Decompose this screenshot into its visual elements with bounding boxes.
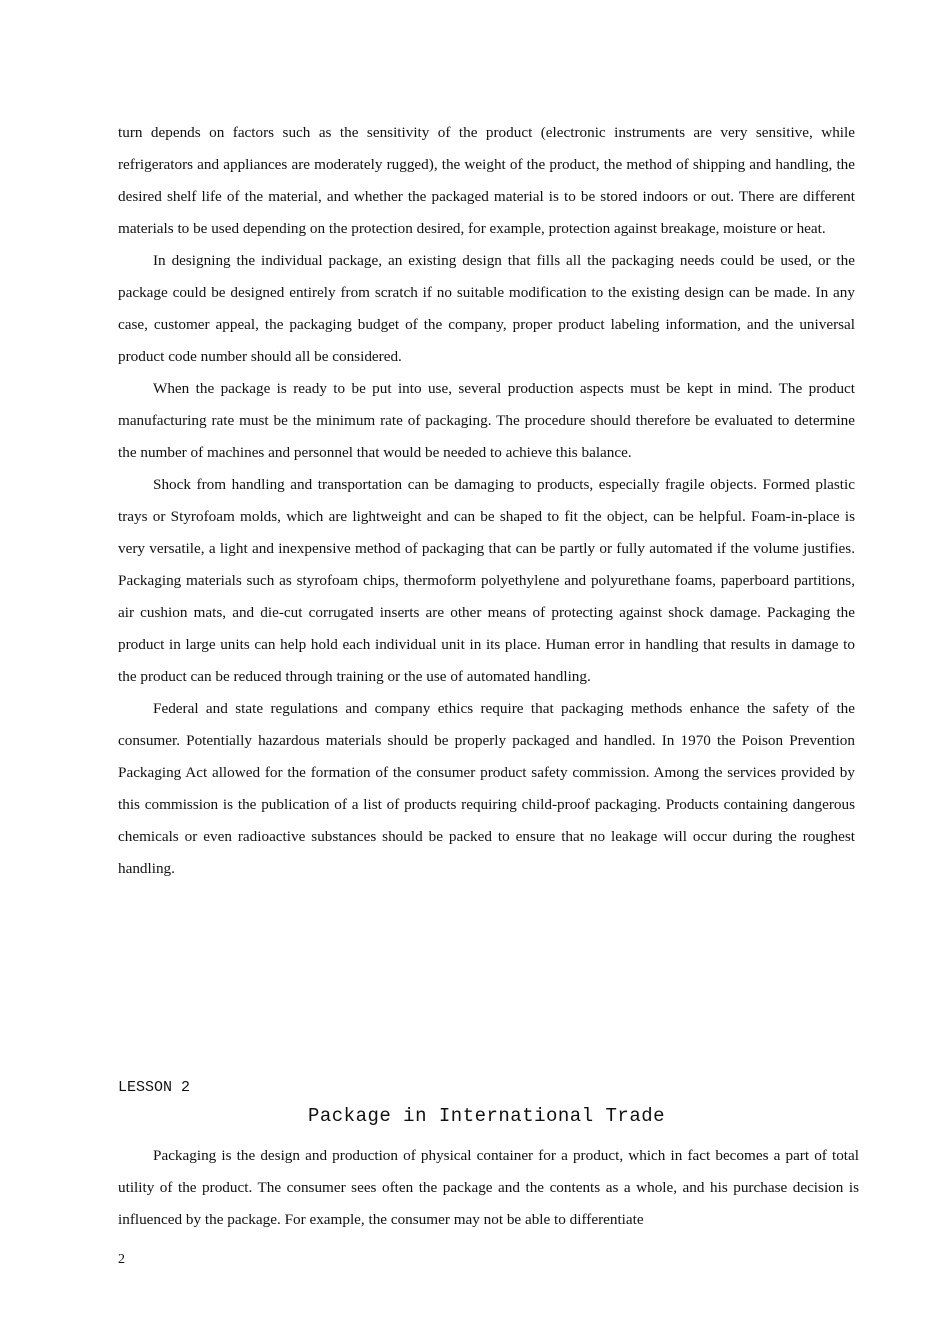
paragraph-protection-factors: turn depends on factors such as the sensitivity of the product (electronic instruments are very sensitive, while refrigerators and appliances are moderately rugged), the weight of the product, the method of shipping and handling, the desired shelf life of the material, and whether the packaged material is to be stored indoors or out. There are different materials to be used depending on the protection desired, for example, protection against breakage, moisture or heat. xyxy=(118,124,855,237)
lesson-body xyxy=(118,1140,859,1236)
paragraph-production-aspects: When the package is ready to be put into use, several production aspects must be kept in mind. The product manufacturing rate must be the minimum rate of packaging. The procedure should therefore be evaluated to determine the number of machines and personnel that would be needed to achieve this balance. xyxy=(118,380,855,461)
paragraph-shock-protection: Shock from handling and transportation can be damaging to products, especially fragile objects. Formed plastic trays or Styrofoam molds, which are lightweight and can be shaped to fit the object, can be helpful. Foam-in-place is very versatile, a light and inexpensive method of packaging that can be partly or fully automated if the volume justifies. Packaging materials such as styrofoam chips, thermoform polyethylene and polyurethane foams, paperboard partitions, air cushion mats, and die-cut corrugated inserts are other means of protecting against shock damage. Packaging the product in large units can help hold each individual unit in its place. Human error in handling that results in damage to the product can be reduced through training or the use of automated handling. xyxy=(118,476,855,685)
page-number: 2 xyxy=(118,1252,125,1267)
lesson-label: LESSON 2 xyxy=(118,1079,191,1096)
body-text xyxy=(118,117,855,885)
paragraph-packaging-definition: Packaging is the design and production of physical container for a product, which in fact becomes a part of total utility of the product. The consumer sees often the package and the contents as a whole, and his purchase decision is influenced by the package. For example, the consumer may not be able to differentiate xyxy=(118,1147,859,1228)
paragraph-safety-regulations: Federal and state regulations and company ethics require that packaging methods enhance the safety of the consumer. Potentially hazardous materials should be properly packaged and handled. In 1970 the Poison Prevention Packaging Act allowed for the formation of the consumer product safety commission. Among the services provided by this commission is the publication of a list of products requiring child-proof packaging. Products containing dangerous chemicals or even radioactive substances should be packed to ensure that no leakage will occur during the roughest handling. xyxy=(118,700,855,877)
paragraph-package-design: In designing the individual package, an existing design that fills all the packaging needs could be used, or the package could be designed entirely from scratch if no suitable modification to the existing design can be made. In any case, customer appeal, the packaging budget of the company, proper product labeling information, and the universal product code number should all be considered. xyxy=(118,252,855,365)
lesson-title: Package in International Trade xyxy=(307,1105,666,1127)
